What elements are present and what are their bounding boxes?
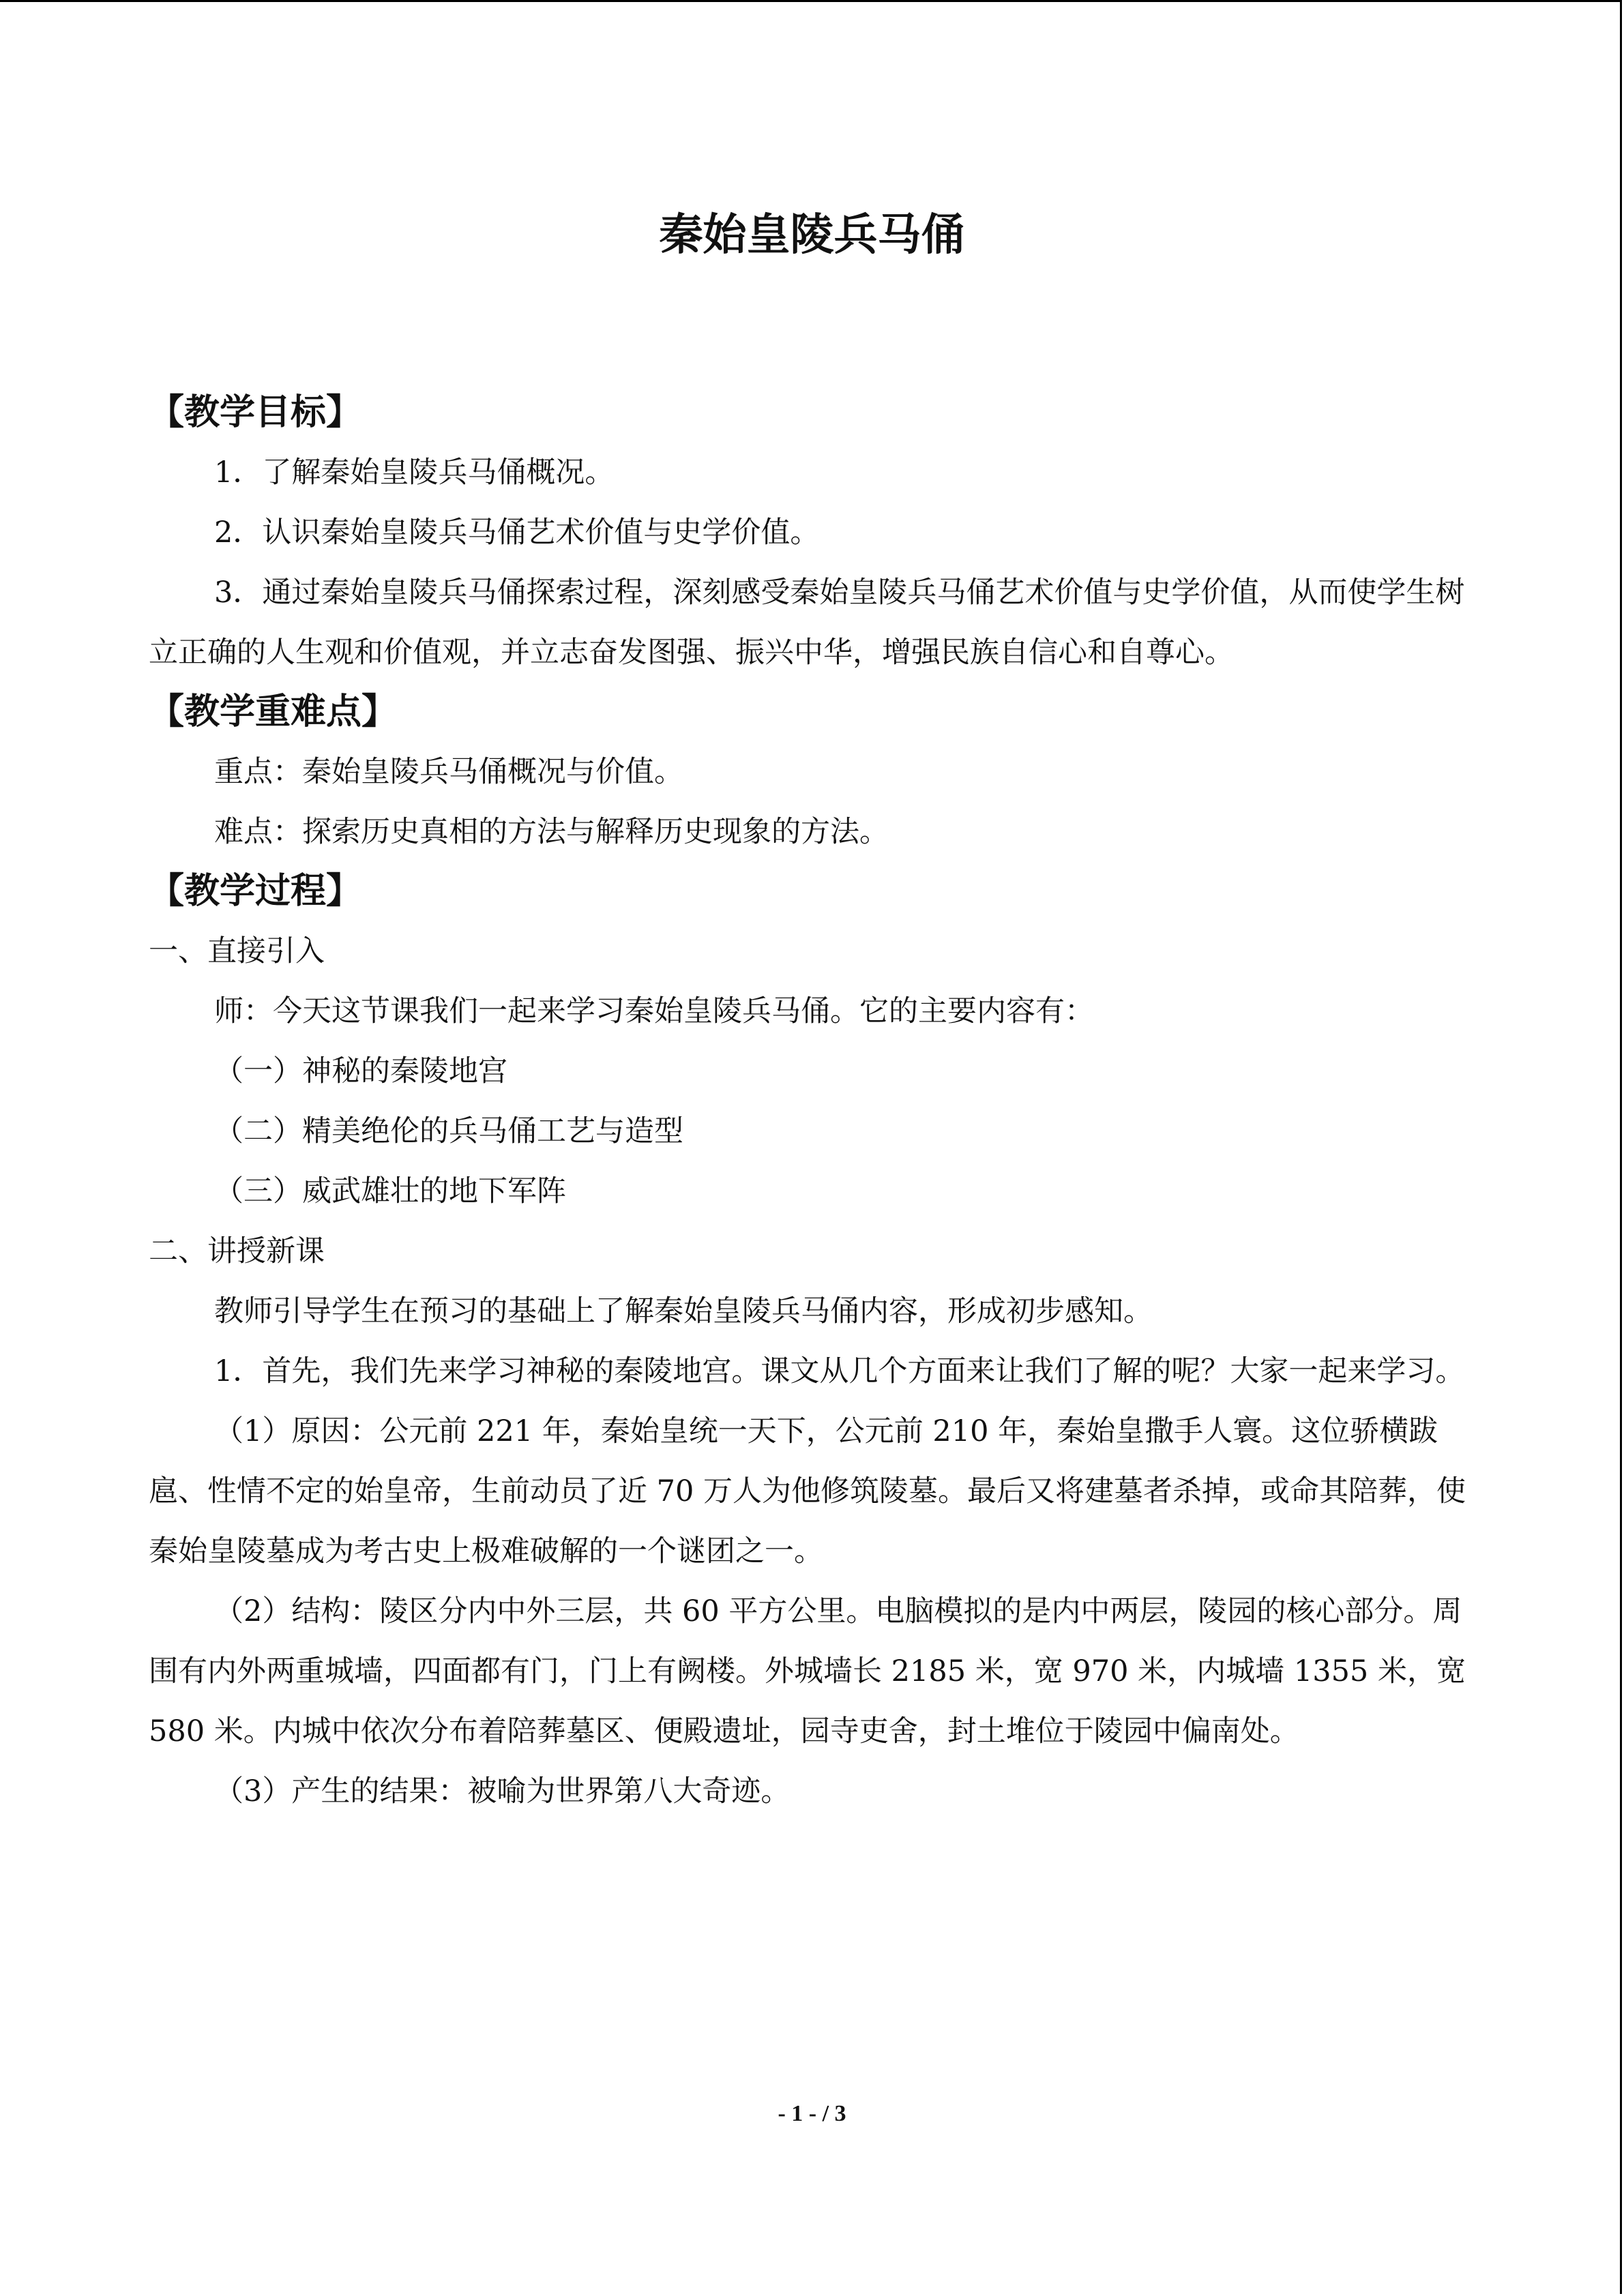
process-part1-intro: 师：今天这节课我们一起来学习秦始皇陵兵马俑。它的主要内容有： — [214, 994, 1094, 1028]
section-heading-key-points: 【教学重难点】 — [149, 691, 398, 732]
objective-item-3: 3．通过秦始皇陵兵马俑探索过程，深刻感受秦始皇陵兵马俑艺术价值与史学价值，从而使学生树立正确的人生观和价值观，并立志奋发图强、振兴中华，增强民族自信心和自尊心。 — [149, 576, 1465, 670]
difficulty-item: 难点：探索历史真相的方法与解释历史现象的方法。 — [214, 815, 889, 849]
process-part2-paragraph: （1）原因：公元前 221 年，秦始皇统一天下，公元前 210 年，秦始皇撒手人寰。这位骄横跋扈、性情不定的始皇帝，生前动员了近 70 万人为他修筑陵墓。最后又将建墓者杀掉，或命其陪葬，使秦始皇陵墓成为考古史上极难破解的一个谜团之一。 — [149, 1414, 1466, 1568]
objective-item-2: 2．认识秦始皇陵兵马俑艺术价值与史学价值。 — [214, 516, 820, 550]
section-heading-objectives: 【教学目标】 — [149, 392, 362, 433]
objective-item-1: 1．了解秦始皇陵兵马俑概况。 — [214, 456, 615, 490]
section-heading-process: 【教学过程】 — [149, 871, 362, 912]
process-part1-item: （二）精美绝伦的兵马俑工艺与造型 — [214, 1114, 683, 1148]
document-title: 秦始皇陵兵马俑 — [659, 210, 965, 260]
process-part1-item: （一）神秘的秦陵地宫 — [214, 1054, 507, 1088]
key-point-item: 重点：秦始皇陵兵马俑概况与价值。 — [214, 755, 683, 789]
document-body — [149, 383, 1476, 1821]
process-part2-paragraph: （3）产生的结果：被喻为世界第八大奇迹。 — [214, 1774, 791, 1808]
process-part2-heading: 二、讲授新课 — [149, 1234, 325, 1268]
process-part2-paragraph: 1．首先，我们先来学习神秘的秦陵地宫。课文从几个方面来让我们了解的呢？大家一起来学习。 — [214, 1354, 1465, 1388]
process-part2-paragraph: 教师引导学生在预习的基础上了解秦始皇陵兵马俑内容，形成初步感知。 — [214, 1294, 1153, 1328]
process-part1-heading: 一、直接引入 — [149, 934, 325, 968]
process-part1-item: （三）威武雄壮的地下军阵 — [214, 1174, 566, 1208]
page-number: - 1 - / 3 — [778, 2101, 846, 2126]
process-part2-paragraph: （2）结构：陵区分内中外三层，共 60 平方公里。电脑模拟的是内中两层，陵园的核心部分。周围有内外两重城墙，四面都有门，门上有阙楼。外城墙长 2185 米，宽 970 米，内城墙 1355 米，宽 580 米。内城中依次分布着陪葬墓区、便殿遗址，园寺吏舍，封土堆位于陵园中偏南处。 — [149, 1594, 1466, 1748]
